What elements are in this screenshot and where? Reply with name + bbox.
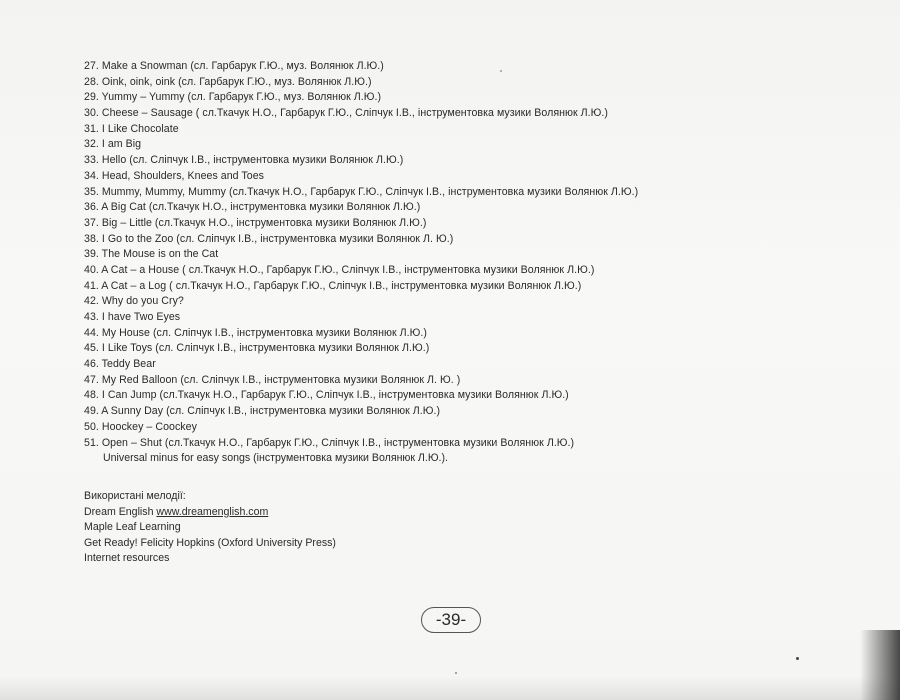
list-item: 37. Big – Little (сл.Ткачук Н.О., інструментовка музики Волянюк Л.Ю.) bbox=[84, 216, 427, 229]
dream-english-label: Dream English bbox=[84, 505, 157, 518]
list-item: 50. Hoockey – Coockey bbox=[84, 420, 197, 433]
list-item: 42. Why do you Cry? bbox=[84, 295, 184, 308]
scan-speck bbox=[455, 672, 457, 674]
list-item: 45. I Like Toys (сл. Сліпчук І.В., інструментовка музики Волянюк Л.Ю.) bbox=[84, 342, 430, 355]
list-item: 29. Yummy – Yummy (сл. Гарбарук Г.Ю., муз. Волянюк Л.Ю.) bbox=[84, 91, 382, 104]
list-item: 41. A Cat – a Log ( сл.Ткачук Н.О., Гарбарук Г.Ю., Сліпчук І.В., інструментовка музики Волянюк Л.Ю.) bbox=[84, 279, 582, 292]
universal-minus-note: Universal minus for easy songs (інструментовка музики Волянюк Л.Ю.). bbox=[103, 452, 448, 465]
list-item: 43. I have Two Eyes bbox=[84, 311, 181, 323]
list-item: 47. My Red Balloon (сл. Сліпчук І.В., інструментовка музики Волянюк Л. Ю. ) bbox=[84, 373, 461, 386]
maple-leaf-line: Maple Leaf Learning bbox=[84, 521, 181, 534]
list-item: 32. I am Big bbox=[84, 138, 142, 151]
scan-corner-shadow bbox=[860, 630, 900, 700]
list-item: 34. Head, Shoulders, Knees and Toes bbox=[84, 169, 265, 182]
list-item: 46. Teddy Bear bbox=[84, 358, 156, 371]
list-item: 38. I Go to the Zoo (сл. Сліпчук І.В., інструментовка музики Волянюк Л. Ю.) bbox=[84, 232, 454, 245]
page-number: -39- bbox=[421, 607, 481, 633]
list-item: 33. Hello (сл. Сліпчук І.В., інструментовка музики Волянюк Л.Ю.) bbox=[84, 154, 404, 167]
list-item: 39. The Mouse is on the Cat bbox=[84, 248, 219, 261]
list-item: 48. I Can Jump (сл.Ткачук Н.О., Гарбарук Г.Ю., Сліпчук І.В., інструментовка музики Волянюк Л.Ю.) bbox=[84, 389, 569, 402]
scan-bottom-edge bbox=[0, 676, 900, 700]
song-list bbox=[84, 59, 864, 467]
list-item: 27. Make a Snowman (сл. Гарбарук Г.Ю., муз. Волянюк Л.Ю.) bbox=[84, 60, 384, 72]
list-item: 51. Open – Shut (сл.Ткачук Н.О., Гарбарук Г.Ю., Сліпчук І.В., інструментовка музики Волянюк Л.Ю.) bbox=[84, 436, 575, 449]
dream-english-link[interactable]: www.dreamenglish.com bbox=[156, 505, 269, 518]
scan-speck bbox=[500, 70, 502, 72]
list-item: 36. A Big Cat (сл.Ткачук Н.О., інструментовка музики Волянюк Л.Ю.) bbox=[84, 201, 421, 214]
list-item: 40. A Cat – a House ( сл.Ткачук Н.О., Гарбарук Г.Ю., Сліпчук І.В., інструментовка музики Волянюк Л.Ю.) bbox=[84, 263, 595, 276]
get-ready-line: Get Ready! Felicity Hopkins (Oxford University Press) bbox=[84, 536, 336, 549]
list-item: 31. I Like Chocolate bbox=[84, 122, 179, 135]
list-item: 49. A Sunny Day (сл. Сліпчук І.В., інструментовка музики Волянюк Л.Ю.) bbox=[84, 405, 441, 418]
list-item: 44. My House (сл. Сліпчук І.В., інструментовка музики Волянюк Л.Ю.) bbox=[84, 326, 427, 339]
list-item: 30. Cheese – Sausage ( сл.Ткачук Н.О., Гарбарук Г.Ю., Сліпчук І.В., інструментовка музики Волянюк Л.Ю.) bbox=[84, 107, 609, 120]
internet-resources-line: Internet resources bbox=[84, 552, 170, 565]
melodies-heading: Використані мелодії: bbox=[84, 490, 186, 502]
scan-speck bbox=[796, 657, 799, 660]
list-item: 35. Mummy, Mummy, Mummy (сл.Ткачук Н.О., Гарбарук Г.Ю., Сліпчук І.В., інструментовка музики Волянюк Л.Ю.) bbox=[84, 185, 639, 198]
dream-english-line bbox=[84, 505, 584, 521]
used-melodies-section bbox=[84, 489, 584, 567]
list-item: 28. Oink, oink, oink (сл. Гарбарук Г.Ю., муз. Волянюк Л.Ю.) bbox=[84, 75, 372, 88]
